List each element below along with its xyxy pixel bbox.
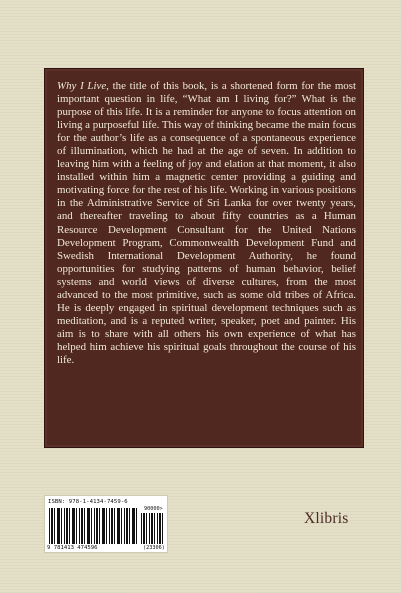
blurb-body-text: the title of this book, is a shortened form for the most important question in life, “What am I living for?” What is the purpose of this life. It is a reminder for anyone to focus attention on living a purposeful life. This way of thinking became the main focus for the author’s life as a consequence of a spontaneous experience of illumination, which he had at the age of seven. In addition to leaving him with a feeling of joy and elation at that moment, it also installed within him a magnetic center providing a guiding and motivating force for the rest of his life. Working in various positions in the Administrative Service of Sri Lanka for over twenty years, and thereafter traveling to about fifty countries as a Human Resource Development Consultant for the United Nations Development Program, Commonwealth Development Fund and Swedish International Development Authority, he found opportunities for studying patterns of human behavior, belief systems and world views of diverse cultures, from the most advanced to the most primitive, such as some old tribes of Africa. He is deeply engaged in spiritual development techniques such as meditation, and is a reputed writer, speaker, poet and painter. His aim is to share with all others his own experience of what has helped him achieve his spiritual goals throughout the course of his life. — [57, 80, 357, 366]
isbn-barcode — [44, 495, 168, 553]
ean-barcode-bars — [49, 508, 137, 544]
price-code: (23306) — [143, 545, 165, 551]
publisher-logo: Xlibris — [304, 510, 349, 527]
isbn-number: ISBN: 978-1-4134-7459-6 — [48, 499, 128, 505]
blurb-paragraph — [57, 80, 356, 367]
book-title-italic: Why I Live, — [57, 80, 109, 92]
price-addon-code: 90000> — [144, 506, 163, 512]
addon-barcode-bars — [141, 513, 165, 544]
ean-digits: 9 781413 474596 — [47, 545, 98, 551]
back-cover-blurb — [44, 68, 364, 448]
